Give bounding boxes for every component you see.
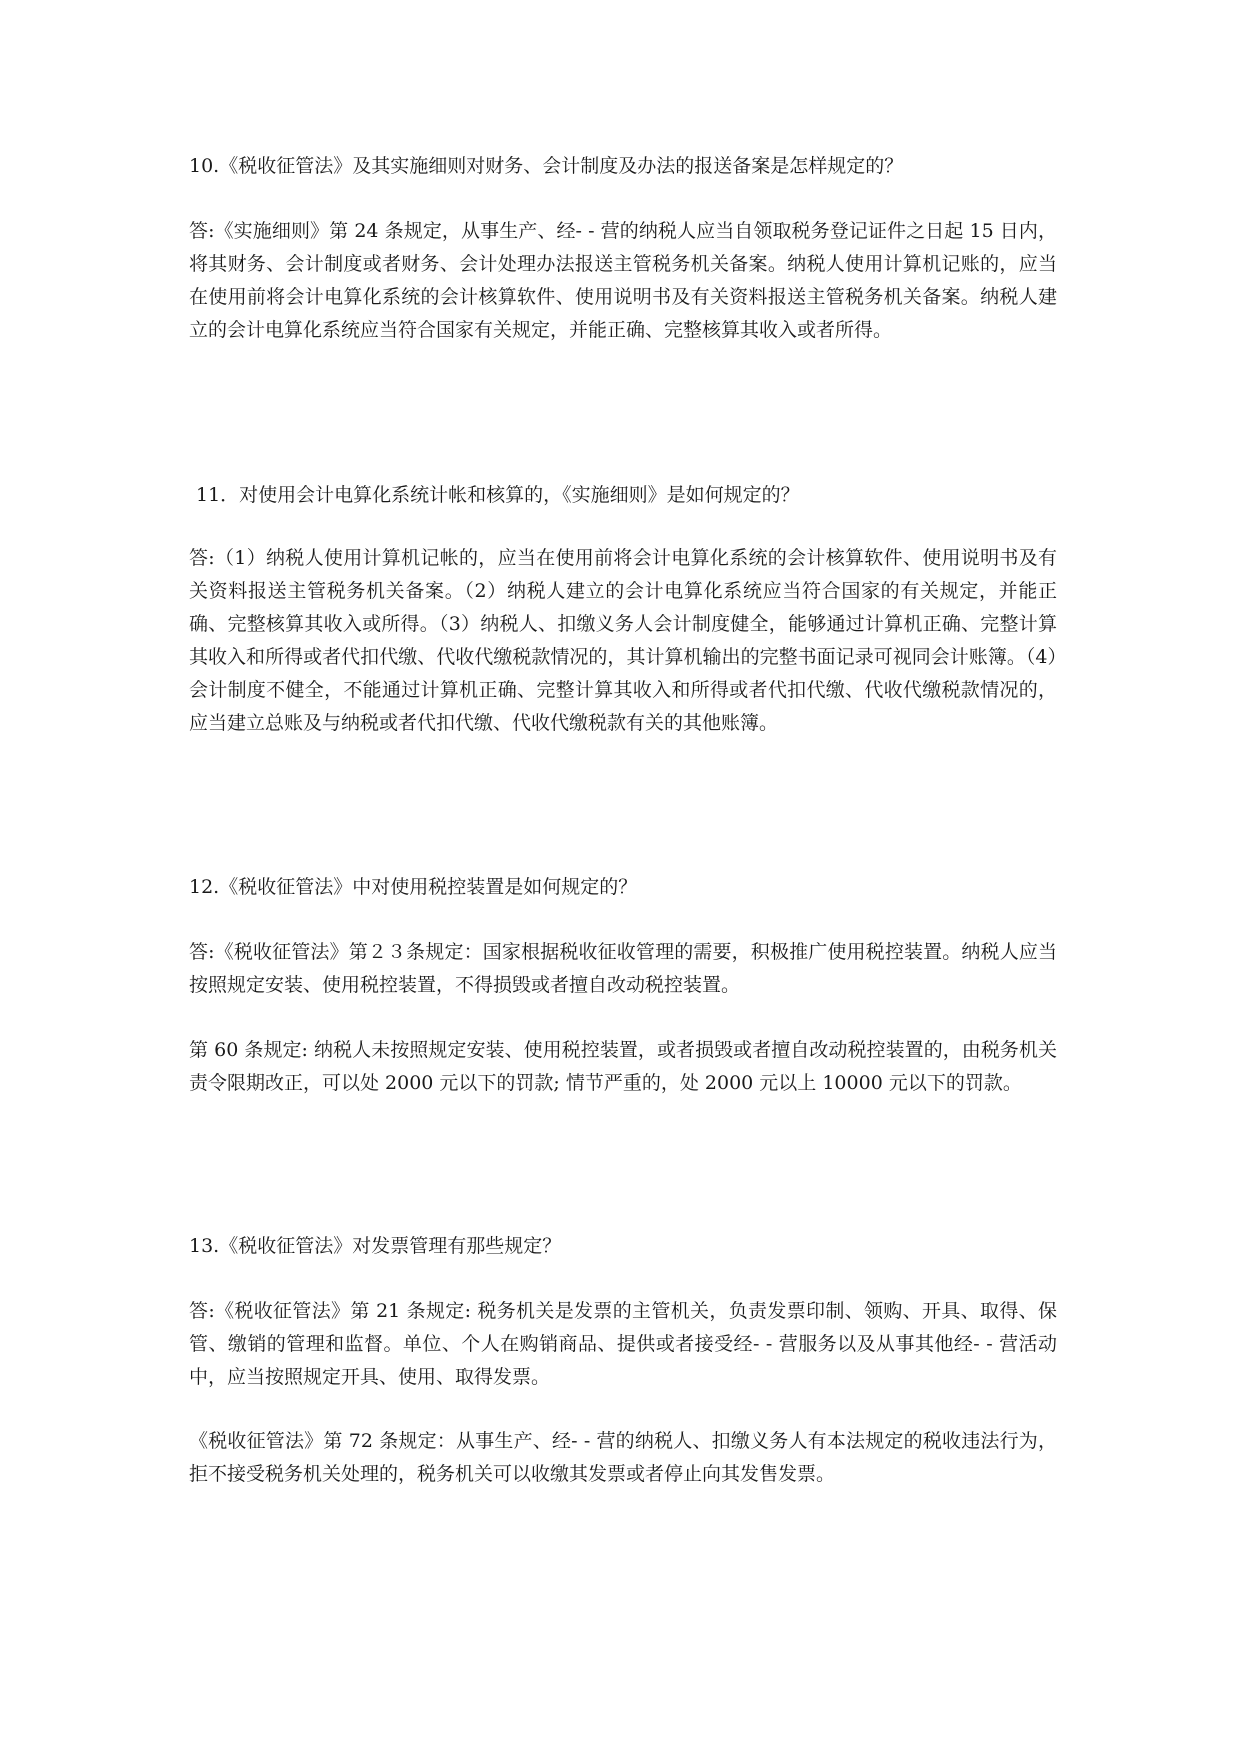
- answer-12-paragraph-2: 第 60 条规定: 纳税人未按照规定安装、使用税控装置，或者损毁或者擅自改动税控装置的，由税务机关责令限期改正，可以处 2000 元以下的罚款; 情节严重的，处 2000 元以上 10000 元以下的罚款。: [189, 1039, 1057, 1094]
- answer-13-paragraph-1: 答:《税收征管法》第 21 条规定: 税务机关是发票的主管机关，负责发票印制、领购、开具、取得、保管、缴销的管理和监督。单位、个人在购销商品、提供或者接受经- - 营服务以及从事其他经- - 营活动中，应当按照规定开具、使用、取得发票。: [189, 1300, 1057, 1388]
- question-13: 13.《税收征管法》对发票管理有那些规定？: [189, 1235, 562, 1257]
- question-11: 11．对使用会计电算化系统计帐和核算的，《实施细则》是如何规定的？: [196, 484, 800, 506]
- answer-11-paragraph-1: 答:（1）纳税人使用计算机记帐的，应当在使用前将会计电算化系统的会计核算软件、使用说明书及有关资料报送主管税务机关备案。（2）纳税人建立的会计电算化系统应当符合国家的有关规定，并能正确、完整核算其收入或所得。（3）纳税人、扣缴义务人会计制度健全，能够通过计算机正确、完整计算其收入和所得或者代扣代缴、代收代缴税款情况的，其计算机输出的完整书面记录可视同会计账簿。（4）会计制度不健全，不能通过计算机正确、完整计算其收入和所得或者代扣代缴、代收代缴税款情况的，应当建立总账及与纳税或者代扣代缴、代收代缴税款有关的其他账簿。: [189, 547, 1057, 734]
- answer-10-paragraph-1: 答:《实施细则》第 24 条规定，从事生产、经- - 营的纳税人应当自领取税务登记证件之日起 15 日内，将其财务、会计制度或者财务、会计处理办法报送主管税务机关备案。纳税人使用计算机记账的，应当在使用前将会计电算化系统的会计核算软件、使用说明书及有关资料报送主管税务机关备案。纳税人建立的会计电算化系统应当符合国家有关规定，并能正确、完整核算其收入或者所得。: [189, 220, 1057, 341]
- answer-12-paragraph-1: 答:《税收征管法》第２３条规定：国家根据税收征收管理的需要，积极推广使用税控装置。纳税人应当按照规定安装、使用税控装置，不得损毁或者擅自改动税控装置。: [189, 941, 1057, 996]
- question-10: 10.《税收征管法》及其实施细则对财务、会计制度及办法的报送备案是怎样规定的？: [189, 155, 904, 177]
- answer-13-paragraph-2: 《税收征管法》第 72 条规定：从事生产、经- - 营的纳税人、扣缴义务人有本法规定的税收违法行为，拒不接受税务机关处理的，税务机关可以收缴其发票或者停止向其发售发票。: [189, 1430, 1057, 1485]
- question-12: 12.《税收征管法》中对使用税控装置是如何规定的？: [189, 876, 638, 898]
